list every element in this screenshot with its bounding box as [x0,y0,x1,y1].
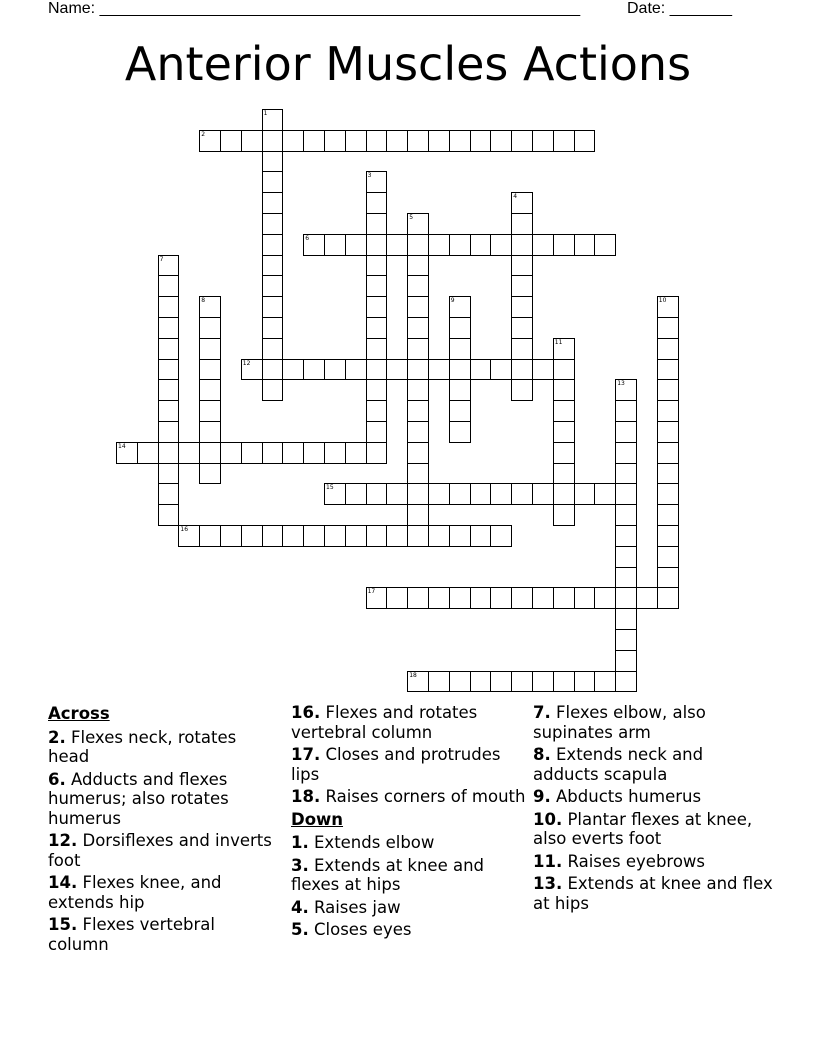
crossword-cell[interactable] [303,359,325,381]
crossword-cell[interactable] [511,338,533,360]
crossword-cell[interactable] [345,442,367,464]
crossword-cell[interactable] [511,671,533,693]
crossword-cell[interactable] [657,379,679,401]
crossword-cell[interactable] [220,442,242,464]
crossword-cell[interactable] [657,567,679,589]
crossword-cell[interactable] [158,359,180,381]
crossword-cell[interactable] [366,130,388,152]
clue-number: 3 [367,172,372,180]
crossword-cell[interactable] [657,421,679,443]
crossword-cell[interactable] [449,379,471,401]
crossword-cell[interactable] [532,587,554,609]
clue-down-8: 8. Extends neck and adducts scapula [533,745,704,784]
crossword-cell[interactable] [158,442,180,464]
crossword-cell[interactable] [490,525,512,547]
crossword-cell[interactable] [262,442,284,464]
crossword-cell[interactable] [158,504,180,526]
crossword-cell[interactable] [449,234,471,256]
crossword-cell[interactable] [366,587,388,609]
crossword-cell[interactable] [553,421,575,443]
clues-column-3 [533,703,773,916]
crossword-cell[interactable] [657,587,679,609]
clue-number: 15 [326,484,334,492]
crossword-cell[interactable] [407,130,429,152]
crossword-cell[interactable] [324,234,346,256]
crossword-cell[interactable] [199,463,221,485]
crossword-cell[interactable] [137,442,159,464]
crossword-cell[interactable] [262,255,284,277]
crossword-cell[interactable] [511,587,533,609]
clue-across-16: 16. Flexes and rotates vertebral column [291,703,478,742]
crossword-cell[interactable] [615,525,637,547]
crossword-cell[interactable] [366,213,388,235]
crossword-cell[interactable] [532,359,554,381]
crossword-cell[interactable] [615,483,637,505]
clue-down-1: 1. Extends elbow [291,833,435,852]
crossword-cell[interactable] [428,130,450,152]
crossword-cell[interactable] [657,546,679,568]
crossword-cell[interactable] [366,192,388,214]
crossword-cell[interactable] [615,421,637,443]
crossword-cell[interactable] [407,525,429,547]
crossword-cell[interactable] [303,234,325,256]
name-label: Name: [48,0,96,17]
clue-across-12: 12. Dorsiflexes and inverts foot [48,831,272,870]
crossword-cell[interactable] [324,483,346,505]
crossword-cell[interactable] [407,421,429,443]
crossword-cell[interactable] [345,234,367,256]
crossword-cell[interactable] [657,359,679,381]
crossword-cell[interactable] [262,317,284,339]
crossword-cell[interactable] [366,421,388,443]
crossword-cell[interactable] [490,130,512,152]
crossword-cell[interactable] [490,483,512,505]
crossword-cell[interactable] [615,587,637,609]
crossword-cell[interactable] [511,317,533,339]
crossword-cell[interactable] [407,463,429,485]
crossword-cell[interactable] [303,130,325,152]
crossword-cell[interactable] [615,400,637,422]
crossword-cell[interactable] [262,171,284,193]
crossword-cell[interactable] [449,483,471,505]
crossword-cell[interactable] [366,359,388,381]
crossword-cell[interactable] [158,379,180,401]
crossword-cell[interactable] [553,359,575,381]
crossword-cell[interactable] [386,130,408,152]
crossword-cell[interactable] [345,359,367,381]
clue-across-14: 14. Flexes knee, and extends hip [48,873,222,912]
crossword-cell[interactable] [282,130,304,152]
crossword-cell[interactable] [386,525,408,547]
crossword-cell[interactable] [511,130,533,152]
crossword-cell[interactable] [386,359,408,381]
crossword-cell[interactable] [615,567,637,589]
crossword-cell[interactable] [657,504,679,526]
clue-number: 13 [617,380,625,388]
crossword-cell[interactable] [428,587,450,609]
crossword-cell[interactable] [158,275,180,297]
crossword-cell[interactable] [178,525,200,547]
crossword-cell[interactable] [636,587,658,609]
crossword-cell[interactable] [553,338,575,360]
crossword-cell[interactable] [407,338,429,360]
crossword-cell[interactable] [553,379,575,401]
crossword-cell[interactable] [594,671,616,693]
clue-down-9: 9. Abducts humerus [533,787,702,806]
crossword-cell[interactable] [553,587,575,609]
crossword-cell[interactable] [449,338,471,360]
crossword-cell[interactable] [199,400,221,422]
crossword-cell[interactable] [615,463,637,485]
crossword-cell[interactable] [345,525,367,547]
clue-number: 5 [409,214,414,221]
clue-number: 7 [159,255,164,263]
down-heading: Down [291,809,344,829]
clue-number: 17 [367,588,376,596]
crossword-cell[interactable] [511,379,533,401]
crossword-cell[interactable] [262,109,284,131]
crossword-cell[interactable] [615,504,637,526]
crossword-cell[interactable] [532,483,554,505]
crossword-cell[interactable] [366,275,388,297]
crossword-cell[interactable] [615,442,637,464]
crossword-cell[interactable] [553,130,575,152]
crossword-cell[interactable] [490,359,512,381]
crossword-cell[interactable] [470,130,492,152]
clue-number: 9 [450,297,455,305]
clue-across-2: 2. Flexes neck, rotates head [48,727,237,766]
crossword-cell[interactable] [470,525,492,547]
crossword-cell[interactable] [574,587,596,609]
crossword-cell[interactable] [366,400,388,422]
date-label: Date: [627,0,666,17]
crossword-cell[interactable] [386,234,408,256]
clues-column-2 [291,703,527,943]
crossword-cell[interactable] [262,130,284,152]
crossword-cell[interactable] [449,400,471,422]
crossword-cell[interactable] [407,255,429,277]
crossword-cell[interactable] [366,338,388,360]
crossword-cell[interactable] [657,442,679,464]
crossword-cell[interactable] [366,442,388,464]
crossword-cell[interactable] [490,671,512,693]
crossword-cell[interactable] [407,213,429,235]
crossword-cell[interactable] [407,317,429,339]
crossword-cell[interactable] [407,671,429,693]
crossword-cell[interactable] [428,525,450,547]
crossword-cell[interactable] [324,442,346,464]
crossword-cell[interactable] [657,317,679,339]
crossword-cell[interactable] [511,234,533,256]
crossword-cell[interactable] [366,483,388,505]
crossword-cell[interactable] [324,525,346,547]
crossword-cell[interactable] [511,359,533,381]
crossword-cell[interactable] [262,359,284,381]
crossword-cell[interactable] [178,442,200,464]
crossword-cell[interactable] [158,463,180,485]
crossword-cell[interactable] [407,483,429,505]
crossword-cell[interactable] [158,483,180,505]
clue-number: 16 [180,526,189,533]
crossword-cell[interactable] [553,234,575,256]
crossword-cell[interactable] [262,151,284,173]
date-line: _______ [669,0,732,17]
crossword-cell[interactable] [407,275,429,297]
crossword-cell[interactable] [199,359,221,381]
clue-number: 4 [513,193,518,201]
crossword-cell[interactable] [449,421,471,443]
crossword-cell[interactable] [574,671,596,693]
crossword-cell[interactable] [657,400,679,422]
crossword-cell[interactable] [199,525,221,547]
crossword-cell[interactable] [407,442,429,464]
crossword-cell[interactable] [490,234,512,256]
crossword-cell[interactable] [615,608,637,630]
name-line: ______________________________________________________ [99,0,581,17]
crossword-cell[interactable] [199,130,221,152]
crossword-cell[interactable] [470,671,492,693]
crossword-cell[interactable] [366,255,388,277]
crossword-cell[interactable] [282,525,304,547]
crossword-cell[interactable] [366,379,388,401]
crossword-cell[interactable] [511,255,533,277]
crossword-cell[interactable] [407,587,429,609]
crossword-cell[interactable] [449,671,471,693]
crossword-cell[interactable] [262,296,284,318]
crossword-cell[interactable] [366,296,388,318]
crossword-cell[interactable] [449,296,471,318]
crossword-cell[interactable] [262,275,284,297]
clue-number: 1 [263,110,268,117]
crossword-cell[interactable] [199,442,221,464]
crossword-cell[interactable] [407,359,429,381]
crossword-cell[interactable] [220,130,242,152]
clues-column-1 [48,703,280,957]
crossword-cell[interactable] [199,421,221,443]
crossword-cell[interactable] [324,130,346,152]
crossword-cell[interactable] [158,421,180,443]
crossword-cell[interactable] [574,130,596,152]
crossword-cell[interactable] [407,379,429,401]
crossword-cell[interactable] [449,130,471,152]
crossword-cell[interactable] [532,130,554,152]
crossword-cell[interactable] [615,629,637,651]
crossword-cell[interactable] [199,296,221,318]
crossword-cell[interactable] [511,275,533,297]
clue-number: 18 [409,671,417,679]
clue-number: 2 [201,130,206,138]
crossword-cell[interactable] [345,130,367,152]
crossword-cell[interactable] [615,671,637,693]
crossword-cell[interactable] [158,255,180,277]
crossword-cell[interactable] [553,671,575,693]
crossword-cell[interactable] [553,400,575,422]
clue-number: 10 [658,297,667,305]
clue-number: 11 [554,338,563,346]
clue-across-18: 18. Raises corners of mouth [291,787,526,806]
crossword-cell[interactable] [657,296,679,318]
crossword-cell[interactable] [262,525,284,547]
crossword-cell[interactable] [366,525,388,547]
crossword-cell[interactable] [386,587,408,609]
crossword-cell[interactable] [199,338,221,360]
clue-down-3: 3. Extends at knee and flexes at hips [291,855,485,894]
clue-down-10: 10. Plantar flexes at knee, also everts foot [533,809,753,848]
crossword-cell[interactable] [428,359,450,381]
clue-down-5: 5. Closes eyes [291,920,412,939]
crossword-cell[interactable] [574,234,596,256]
crossword-cell[interactable] [282,442,304,464]
crossword-cell[interactable] [407,400,429,422]
crossword-cell[interactable] [615,546,637,568]
crossword-cell[interactable] [199,379,221,401]
crossword-cell[interactable] [511,213,533,235]
clue-down-4: 4. Raises jaw [291,897,401,917]
crossword-cell[interactable] [262,338,284,360]
crossword-cell[interactable] [303,442,325,464]
crossword-cell[interactable] [345,483,367,505]
clue-down-7: 7. Flexes elbow, also supinates arm [533,703,706,742]
crossword-cell[interactable] [470,587,492,609]
crossword-cell[interactable] [241,359,263,381]
crossword-cell[interactable] [657,463,679,485]
crossword-cell[interactable] [428,483,450,505]
clue-number: 12 [242,359,251,367]
crossword-cell[interactable] [303,525,325,547]
across-heading: Across [48,704,110,723]
crossword-cell[interactable] [615,650,637,672]
crossword-cell[interactable] [262,192,284,214]
crossword-cell[interactable] [511,296,533,318]
crossword-cell[interactable] [407,296,429,318]
crossword-cell[interactable] [594,483,616,505]
crossword-cell[interactable] [553,442,575,464]
crossword-cell[interactable] [407,504,429,526]
clue-across-17: 17. Closes and protrudes lips [291,745,501,784]
crossword-cell[interactable] [449,525,471,547]
crossword-cell[interactable] [366,317,388,339]
crossword-cell[interactable] [262,379,284,401]
clue-number: 14 [118,442,126,450]
crossword-cell[interactable] [262,234,284,256]
crossword-cell[interactable] [158,338,180,360]
crossword-cell[interactable] [282,359,304,381]
crossword-cell[interactable] [220,525,242,547]
crossword-cell[interactable] [366,234,388,256]
crossword-cell[interactable] [158,400,180,422]
crossword-cell[interactable] [324,359,346,381]
crossword-cell[interactable] [657,525,679,547]
crossword-cell[interactable] [490,587,512,609]
crossword-cell[interactable] [657,338,679,360]
clue-number: 8 [201,297,206,305]
crossword-cell[interactable] [532,234,554,256]
crossword-cell[interactable] [241,525,263,547]
crossword-cell[interactable] [449,317,471,339]
crossword-cell[interactable] [386,483,408,505]
crossword-cell[interactable] [366,171,388,193]
crossword-cell[interactable] [449,359,471,381]
crossword-cell[interactable] [594,234,616,256]
crossword-cell[interactable] [428,234,450,256]
crossword-cell[interactable] [532,671,554,693]
clue-down-11: 11. Raises eyebrows [533,851,706,871]
crossword-cell[interactable] [553,504,575,526]
crossword-cell[interactable] [449,587,471,609]
crossword-cell[interactable] [553,483,575,505]
crossword-cell[interactable] [116,442,138,464]
crossword-cell[interactable] [594,587,616,609]
crossword-cell[interactable] [199,317,221,339]
crossword-cell[interactable] [511,483,533,505]
crossword-cell[interactable] [470,483,492,505]
crossword-cell[interactable] [241,130,263,152]
clue-across-6: 6. Adducts and flexes humerus; also rotates humerus [48,769,229,828]
clue-number: 6 [305,234,310,242]
clue-down-13: 13. Extends at knee and flex at hips [533,874,773,913]
crossword-cell[interactable] [158,296,180,318]
crossword-cell[interactable] [574,483,596,505]
crossword-cell[interactable] [511,192,533,214]
crossword-cell[interactable] [657,483,679,505]
crossword-cell[interactable] [262,213,284,235]
clue-across-15: 15. Flexes vertebral column [48,915,215,954]
crossword-cell[interactable] [615,379,637,401]
crossword-cell[interactable] [241,442,263,464]
crossword-cell[interactable] [407,234,429,256]
crossword-cell[interactable] [470,359,492,381]
page-title: Anterior Muscles Actions [124,37,692,91]
crossword-cell[interactable] [158,317,180,339]
crossword-cell[interactable] [470,234,492,256]
crossword-cell[interactable] [428,671,450,693]
crossword-cell[interactable] [553,463,575,485]
